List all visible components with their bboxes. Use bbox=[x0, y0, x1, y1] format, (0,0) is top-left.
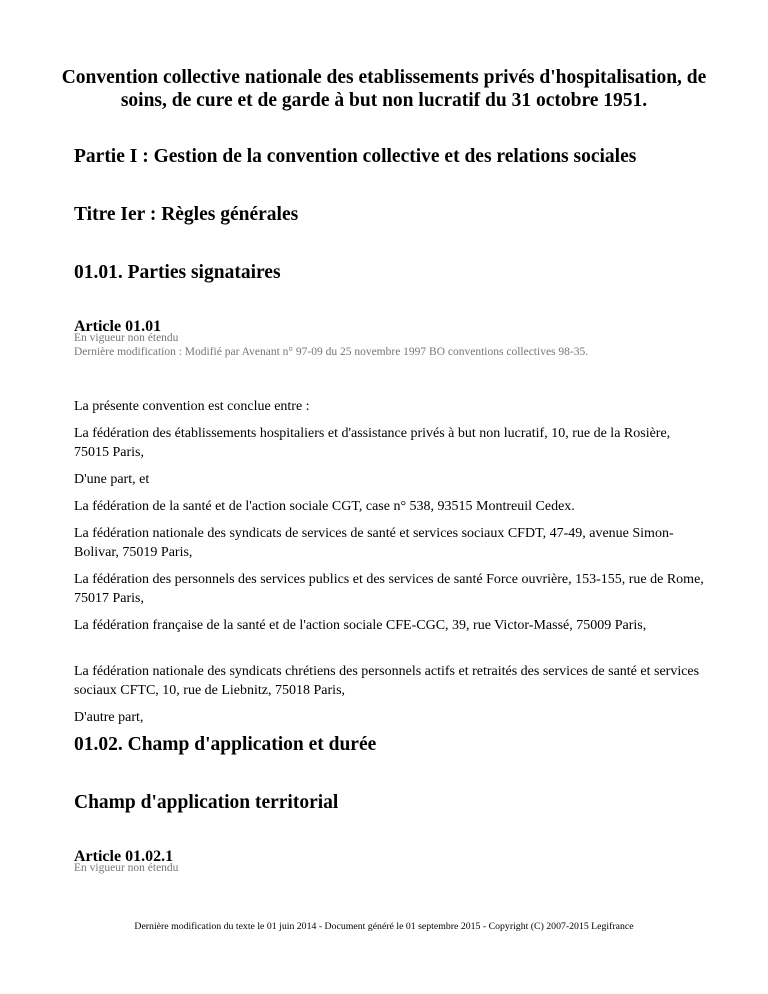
section-heading-parties-signataires: 01.01. Parties signataires bbox=[74, 262, 281, 283]
page-footer: Dernière modification du texte le 01 juin 2014 - Document généré le 01 septembre 2015 - Copyright (C) 2007-2015 Legifrance bbox=[134, 921, 634, 932]
paragraph: D'une part, et bbox=[74, 472, 150, 487]
paragraph: La fédération des établissements hospitaliers et d'assistance privés à but non lucratif, 10, rue de la Rosière, 75015 Paris, bbox=[74, 426, 671, 460]
paragraph: La fédération des personnels des services publics et des services de santé Force ouvrière, 153-155, rue de Rome, 75017 Paris, bbox=[74, 572, 704, 606]
paragraph: La présente convention est conclue entre : bbox=[74, 399, 310, 414]
subsection-heading-territorial: Champ d'application territorial bbox=[74, 792, 339, 813]
document-title: Convention collective nationale des etablissements privés d'hospitalisation, de soins, de cure et de garde à but non lucratif du 31 octobre 1951. bbox=[61, 67, 707, 111]
article-title: Article 01.02.1 bbox=[74, 848, 174, 865]
article-title: Article 01.01 bbox=[74, 318, 162, 335]
paragraph: La fédération française de la santé et de l'action sociale CFE-CGC, 39, rue Victor-Massé, 75009 Paris, bbox=[74, 618, 647, 633]
article-status: En vigueur non étendu bbox=[74, 862, 179, 874]
paragraph: La fédération de la santé et de l'action sociale CGT, case n° 538, 93515 Montreuil Cedex. bbox=[74, 499, 575, 514]
paragraph: La fédération nationale des syndicats chrétiens des personnels actifs et retraités des services de santé et services sociaux CFTC, 10, rue de Liebnitz, 75018 Paris, bbox=[74, 664, 700, 698]
section-heading-champ-application: 01.02. Champ d'application et durée bbox=[74, 734, 377, 755]
partie-heading: Partie I : Gestion de la convention collective et des relations sociales bbox=[74, 146, 637, 167]
paragraph: D'autre part, bbox=[74, 710, 144, 725]
paragraph: La fédération nationale des syndicats de services de santé et services sociaux CFDT, 47-49, avenue Simon-Bolivar, 75019 Paris, bbox=[74, 526, 674, 560]
titre-heading: Titre Ier : Règles générales bbox=[74, 204, 299, 225]
article-modification: Dernière modification : Modifié par Avenant n° 97-09 du 25 novembre 1997 BO conventions collectives 98-35. bbox=[74, 346, 589, 358]
article-status: En vigueur non étendu bbox=[74, 332, 179, 344]
